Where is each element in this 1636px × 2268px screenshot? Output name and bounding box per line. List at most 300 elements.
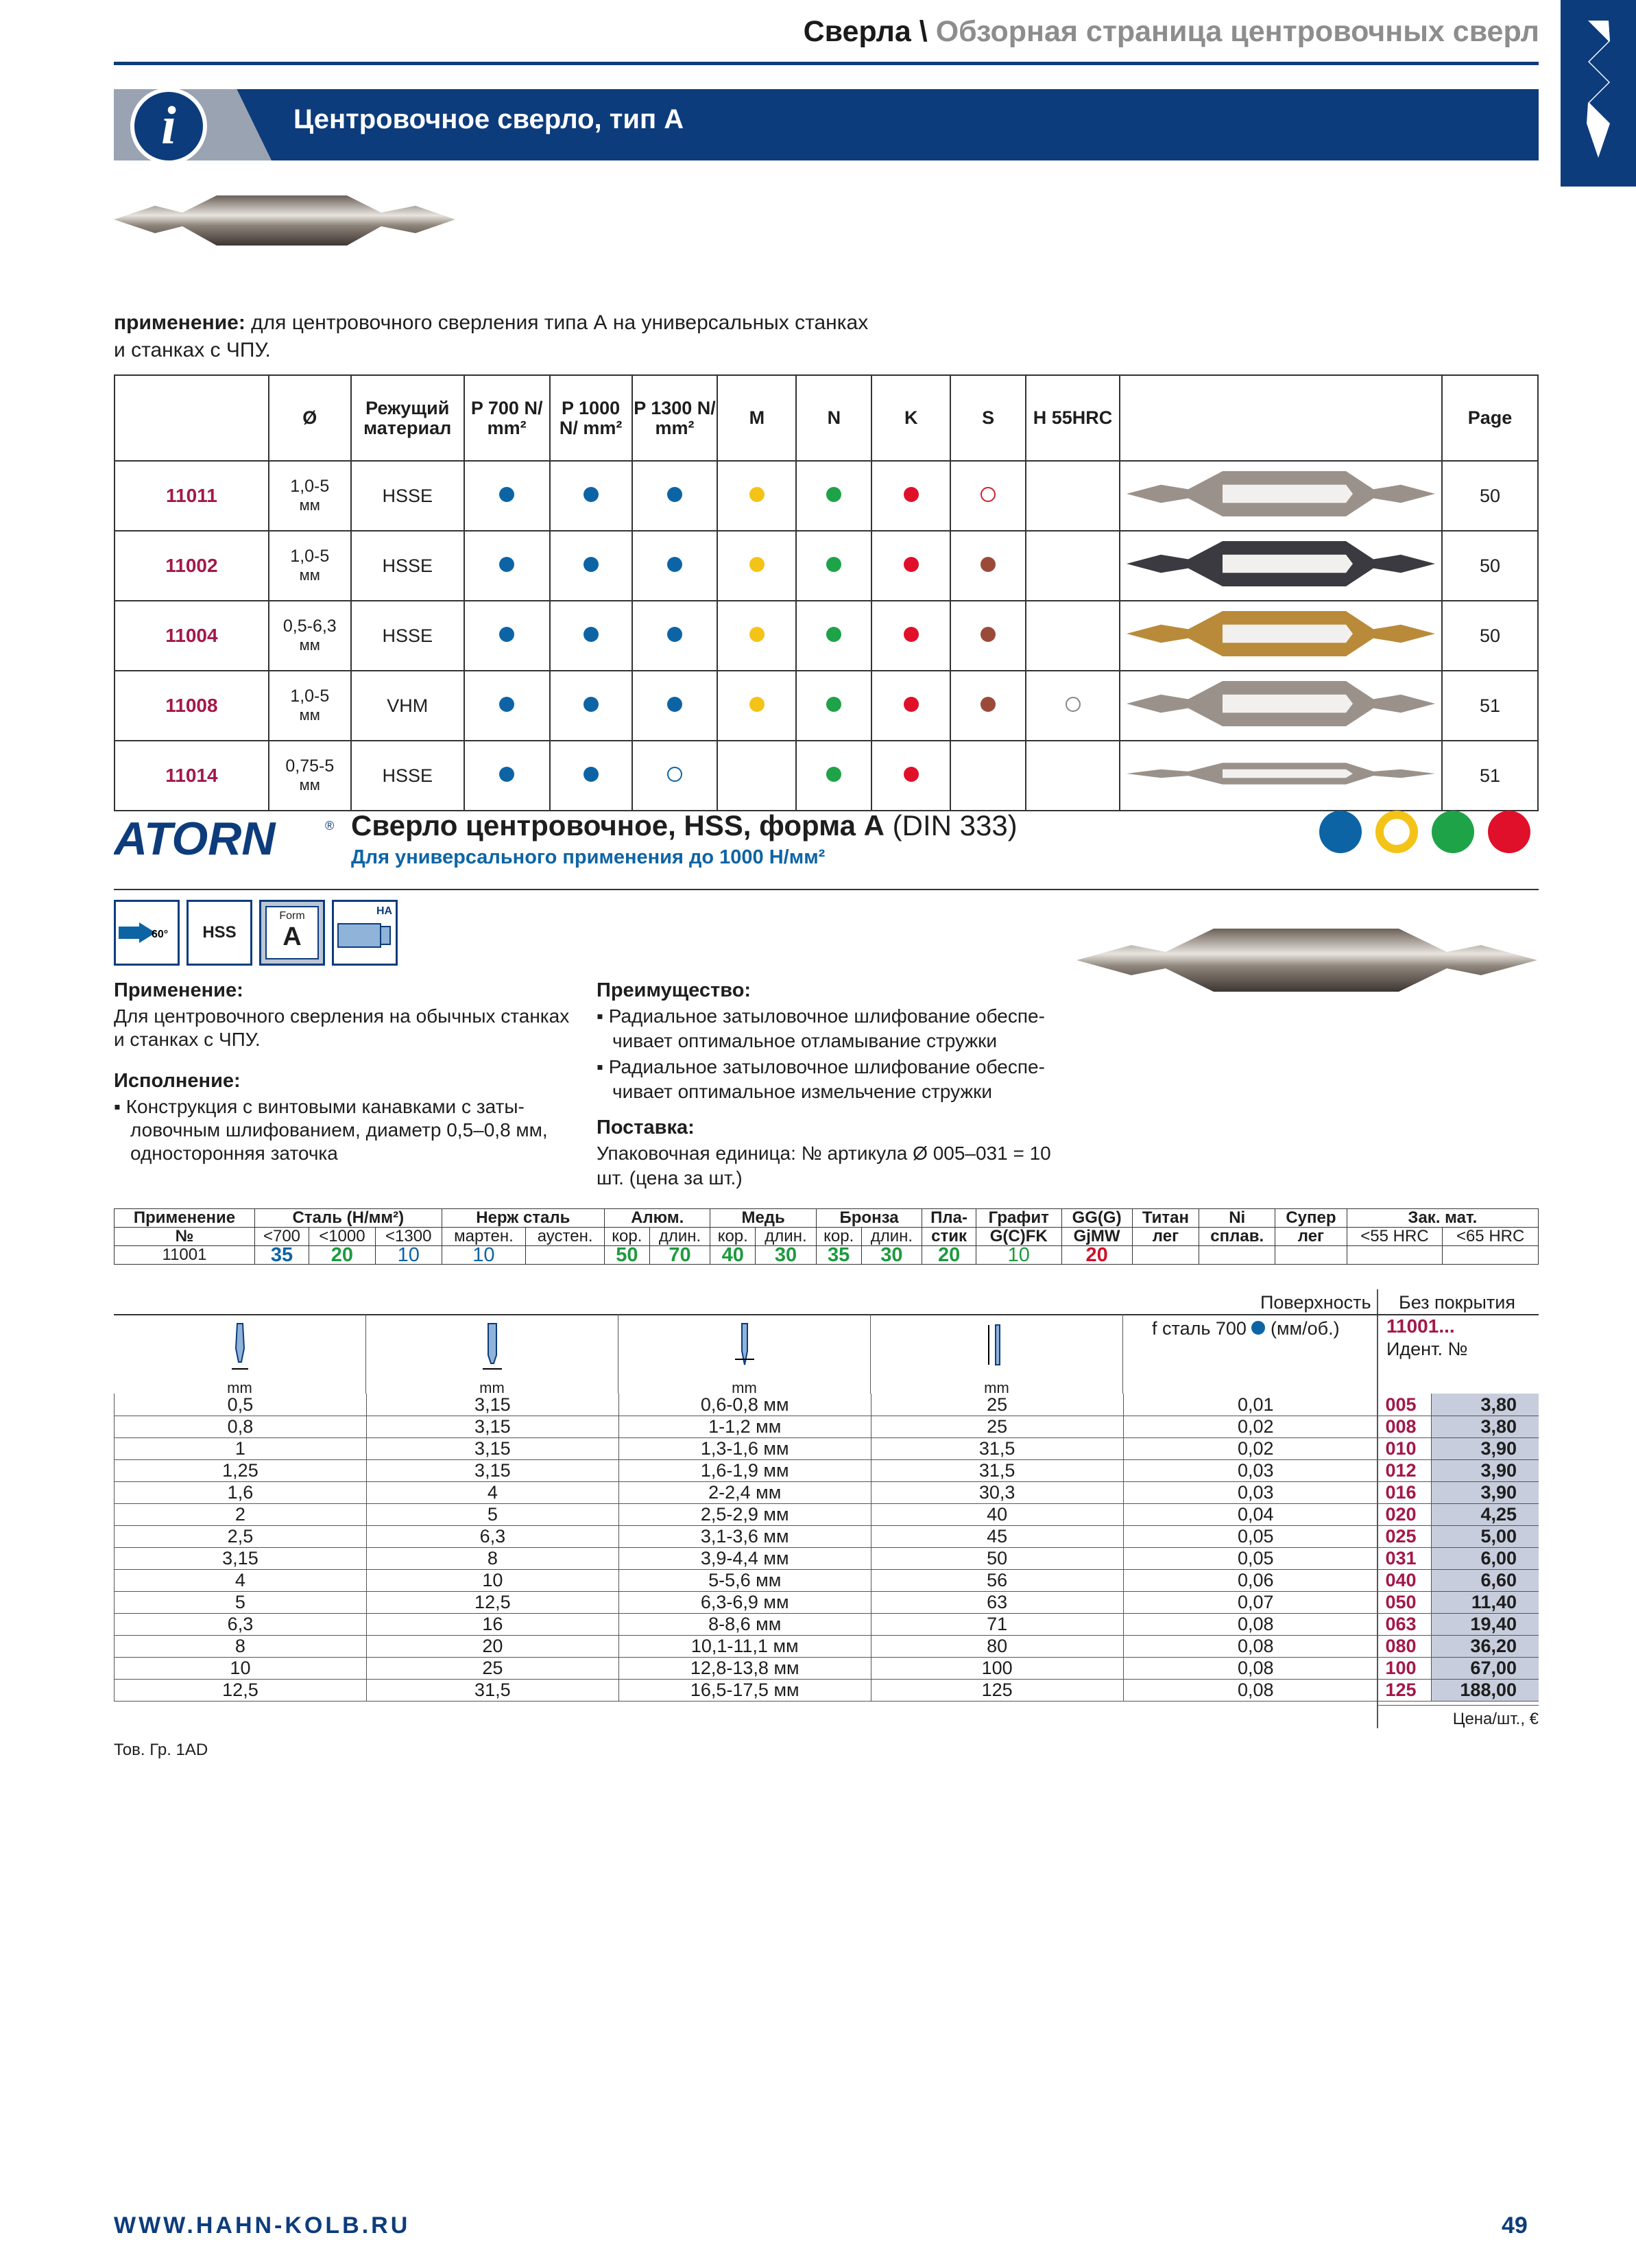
- cell-bore: 3,1-3,6 мм: [618, 1525, 871, 1547]
- diameter-range: 1,0-5 мм: [269, 461, 351, 531]
- drill-icon: [1561, 14, 1636, 171]
- suitability-cell: [950, 671, 1026, 741]
- cell-ident-code[interactable]: 031: [1377, 1547, 1432, 1569]
- overview-header-row: [115, 375, 1538, 461]
- suitability-dot-icon: [981, 697, 996, 712]
- cell-feed: 0,06: [1123, 1569, 1377, 1591]
- suitability-dot-icon: [749, 557, 765, 572]
- cell-d1: 8: [115, 1635, 367, 1657]
- overview-row[interactable]: [115, 741, 1538, 811]
- sub-header: кор.: [816, 1228, 861, 1246]
- table-row[interactable]: [115, 1657, 1539, 1679]
- cell-length: 25: [871, 1416, 1123, 1437]
- col-header: Титан: [1132, 1209, 1199, 1228]
- cell-bore: 12,8-13,8 мм: [618, 1657, 871, 1679]
- suitability-cell: [632, 461, 718, 531]
- suitability-dot-icon: [667, 627, 682, 642]
- cell-price: 3,90: [1432, 1481, 1539, 1503]
- unit-label: mm: [227, 1379, 252, 1396]
- col-header: Супер: [1275, 1209, 1347, 1228]
- suitability-dot-icon: [749, 627, 765, 642]
- suitability-cell: [1026, 741, 1120, 811]
- suitability-cell: [950, 741, 1026, 811]
- execution-text: односторонняя заточка: [130, 1143, 338, 1164]
- suitability-dot-icon: [749, 487, 765, 502]
- suitability-dot-icon: [499, 487, 514, 502]
- drill-thumbnail: [1120, 461, 1442, 531]
- execution-text: ловочным шлифованием, диаметр 0,5–0,8 мм,: [130, 1119, 548, 1141]
- cell-feed: 0,01: [1123, 1394, 1377, 1416]
- header-rule: [114, 62, 1539, 65]
- material-dot-blue: [1319, 811, 1362, 853]
- col-header: H 55HRC: [1026, 375, 1120, 461]
- cell-length: 100: [871, 1657, 1123, 1679]
- cell-price: 3,90: [1432, 1437, 1539, 1459]
- cell-d2: 12,5: [366, 1591, 618, 1613]
- cell-d1: 2: [115, 1503, 367, 1525]
- col-header: Зак. мат.: [1347, 1209, 1538, 1228]
- cell-length: 30,3: [871, 1481, 1123, 1503]
- cell-d2: 3,15: [366, 1416, 618, 1437]
- suitability-dot-icon: [904, 767, 919, 782]
- cell-feed: 0,08: [1123, 1613, 1377, 1635]
- shank-diameter-icon: [479, 1321, 506, 1376]
- cell-feed: 0,03: [1123, 1481, 1377, 1503]
- col-header: Алюм.: [604, 1209, 710, 1228]
- cell-d2: 16: [366, 1613, 618, 1635]
- sub-header: кор.: [710, 1228, 756, 1246]
- sub-header: длин.: [861, 1228, 922, 1246]
- article-code[interactable]: 11011: [115, 461, 269, 531]
- cell-feed: 0,08: [1123, 1657, 1377, 1679]
- suitability-cell: [632, 531, 718, 601]
- ha-shank-icon: [332, 900, 398, 966]
- sub-header: <1300: [375, 1228, 442, 1246]
- cell-d2: 25: [366, 1657, 618, 1679]
- suitability-dot-icon: [667, 697, 682, 712]
- product-drill-image: [1076, 919, 1539, 1001]
- col-header: Применение: [115, 1209, 255, 1228]
- speed-header-2: [115, 1228, 1539, 1246]
- cell-d1: 6,3: [115, 1613, 367, 1635]
- cell-bore: 1,6-1,9 мм: [618, 1459, 871, 1481]
- suitability-dot-icon: [981, 487, 996, 502]
- suitability-dot-icon: [904, 557, 919, 572]
- suitability-dot-icon: [584, 487, 599, 502]
- unit-label: mm: [984, 1379, 1009, 1396]
- product-subtitle: Для универсального применения до 1000 Н/мм²: [351, 846, 826, 868]
- center-bore-icon: [731, 1321, 758, 1376]
- chapter-tab[interactable]: [1561, 0, 1636, 187]
- suitability-cell: [871, 671, 950, 741]
- cell-feed: 0,02: [1123, 1437, 1377, 1459]
- material-dot-green: [1432, 811, 1474, 853]
- col-header: Графит: [976, 1209, 1061, 1228]
- form-a-icon: [259, 900, 325, 966]
- suitability-cell: [871, 741, 950, 811]
- cell-ident-code[interactable]: 025: [1377, 1525, 1432, 1547]
- cell-bore: 16,5-17,5 мм: [618, 1679, 871, 1701]
- application-text: Для центровочного сверления на обычных станках: [114, 1005, 570, 1027]
- suitability-cell: [550, 531, 632, 601]
- table-row[interactable]: [115, 1459, 1539, 1481]
- cell-price: 5,00: [1432, 1525, 1539, 1547]
- cell-d2: 5: [366, 1503, 618, 1525]
- col-length-header: [871, 1314, 1123, 1394]
- diameter-range: 0,5-6,3 мм: [269, 601, 351, 671]
- col-d1-header: [114, 1314, 366, 1394]
- sub-header: <1000: [309, 1228, 375, 1246]
- cell-d2: 3,15: [366, 1437, 618, 1459]
- suitability-dot-icon: [584, 767, 599, 782]
- overview-table: [114, 374, 1539, 811]
- col-header: M: [717, 375, 796, 461]
- page-ref[interactable]: 50: [1442, 531, 1538, 601]
- suitability-dot-icon: [904, 487, 919, 502]
- page-ref[interactable]: 51: [1442, 671, 1538, 741]
- speed-value: 50: [604, 1246, 649, 1265]
- cell-bore: 3,9-4,4 мм: [618, 1547, 871, 1569]
- cell-d2: 3,15: [366, 1459, 618, 1481]
- suitability-cell: [464, 741, 550, 811]
- cell-d1: 1: [115, 1437, 367, 1459]
- supply-text: шт. (цена за шт.): [597, 1167, 743, 1189]
- speed-value: 40: [710, 1246, 756, 1265]
- suitability-dot-icon: [584, 627, 599, 642]
- cell-feed: 0,05: [1123, 1547, 1377, 1569]
- unit-label: mm: [479, 1379, 505, 1396]
- suitability-dot-icon: [584, 557, 599, 572]
- price-label: Цена/шт., €: [1377, 1705, 1539, 1729]
- cell-ident-code[interactable]: 063: [1377, 1613, 1432, 1635]
- suitability-dot-icon: [499, 557, 514, 572]
- cell-length: 40: [871, 1503, 1123, 1525]
- advantage-text: чивает оптимальное измельчение стружки: [612, 1081, 992, 1102]
- suitability-cell: [950, 531, 1026, 601]
- suitability-cell: [632, 601, 718, 671]
- cell-d1: 10: [115, 1657, 367, 1679]
- sub-header: лег: [1275, 1228, 1347, 1246]
- speed-value: 30: [861, 1246, 922, 1265]
- advantage-text: ▪ Радиальное затыловочное шлифование обеспе-: [597, 1005, 1045, 1027]
- surface-label: Поверхность: [1260, 1292, 1371, 1313]
- speed-value: 10: [375, 1246, 442, 1265]
- cell-d1: 5: [115, 1591, 367, 1613]
- suitability-dot-icon: [499, 767, 514, 782]
- cell-ident-code[interactable]: 010: [1377, 1437, 1432, 1459]
- table-row[interactable]: [115, 1437, 1539, 1459]
- cell-d1: 0,8: [115, 1416, 367, 1437]
- diameter-range: 1,0-5 мм: [269, 671, 351, 741]
- col-header: [1120, 375, 1442, 461]
- col-header: P 700 N/ mm²: [464, 375, 550, 461]
- drill-thumbnail: [1120, 671, 1442, 741]
- cell-ident-code[interactable]: 012: [1377, 1459, 1432, 1481]
- suitability-cell: [1026, 671, 1120, 741]
- drill-diameter-icon: [226, 1321, 254, 1376]
- svg-text:ATORN: ATORN: [114, 813, 276, 863]
- sub-header: GjMW: [1061, 1228, 1132, 1246]
- table-row[interactable]: [115, 1481, 1539, 1503]
- col-header: Ø: [269, 375, 351, 461]
- suitability-dot-icon: [499, 697, 514, 712]
- page-ref[interactable]: 50: [1442, 461, 1538, 531]
- suitability-cell: [550, 671, 632, 741]
- svg-text:®: ®: [325, 819, 335, 833]
- angle-60-icon: [114, 900, 180, 966]
- suitability-dot-icon: [667, 557, 682, 572]
- col-header: Бронза: [816, 1209, 922, 1228]
- col-header: P 1000 N/ mm²: [550, 375, 632, 461]
- page-number: 49: [1502, 2212, 1528, 2239]
- cell-ident-code[interactable]: 016: [1377, 1481, 1432, 1503]
- advantage-text: чивает оптимальное отламывание стружки: [612, 1030, 997, 1051]
- table-row[interactable]: [115, 1569, 1539, 1591]
- suitability-cell: [717, 601, 796, 671]
- suitability-cell: [550, 461, 632, 531]
- sub-header: <65 HRC: [1443, 1228, 1539, 1246]
- page-ref[interactable]: 51: [1442, 741, 1538, 811]
- cell-price: 11,40: [1432, 1591, 1539, 1613]
- suitability-cell: [796, 601, 871, 671]
- suitability-cell: [717, 741, 796, 811]
- cell-price: 6,60: [1432, 1569, 1539, 1591]
- table-row[interactable]: [115, 1416, 1539, 1437]
- cell-feed: 0,03: [1123, 1459, 1377, 1481]
- cell-length: 25: [871, 1394, 1123, 1416]
- cell-ident-code[interactable]: 100: [1377, 1657, 1432, 1679]
- table-row[interactable]: [115, 1679, 1539, 1701]
- sub-header: G(C)FK: [976, 1228, 1061, 1246]
- cell-feed: 0,08: [1123, 1635, 1377, 1657]
- cell-length: 63: [871, 1591, 1123, 1613]
- sub-header: кор.: [604, 1228, 649, 1246]
- cell-price: 3,80: [1432, 1416, 1539, 1437]
- col-header: Режущий материал: [351, 375, 464, 461]
- divider: [114, 889, 1539, 890]
- col-header: [115, 375, 269, 461]
- cell-bore: 2,5-2,9 мм: [618, 1503, 871, 1525]
- suitability-dot-icon: [826, 627, 841, 642]
- cell-d2: 6,3: [366, 1525, 618, 1547]
- suitability-cell: [950, 601, 1026, 671]
- product-title: Сверло центровочное, HSS, форма А (DIN 333): [351, 809, 1018, 841]
- cell-price: 3,80: [1432, 1394, 1539, 1416]
- execution-heading: Исполнение:: [114, 1070, 241, 1092]
- article-code[interactable]: 11004: [115, 601, 269, 671]
- cell-ident-code[interactable]: 005: [1377, 1394, 1432, 1416]
- speed-value: [1443, 1246, 1539, 1265]
- table-row[interactable]: [115, 1635, 1539, 1657]
- speed-value: 20: [1061, 1246, 1132, 1265]
- cell-ident-code[interactable]: 008: [1377, 1416, 1432, 1437]
- article-code[interactable]: 11008: [115, 671, 269, 741]
- suitability-cell: [717, 671, 796, 741]
- cell-length: 80: [871, 1635, 1123, 1657]
- form-label: Form: [279, 910, 305, 922]
- cell-ident-code[interactable]: 050: [1377, 1591, 1432, 1613]
- dimensions-table: [114, 1394, 1539, 1702]
- cell-bore: 2-2,4 мм: [618, 1481, 871, 1503]
- drill-thumbnail: [1120, 741, 1442, 811]
- cell-d2: 20: [366, 1635, 618, 1657]
- table-row[interactable]: [115, 1503, 1539, 1525]
- drill-thumbnail: [1120, 601, 1442, 671]
- suitability-dot-icon: [826, 767, 841, 782]
- cell-ident-code[interactable]: 020: [1377, 1503, 1432, 1525]
- cell-d1: 0,5: [115, 1394, 367, 1416]
- sub-header: №: [115, 1228, 255, 1246]
- overview-row[interactable]: [115, 461, 1538, 531]
- article-code[interactable]: 11002: [115, 531, 269, 601]
- cutting-material: HSSE: [351, 531, 464, 601]
- suitability-cell: [464, 531, 550, 601]
- cell-d1: 1,25: [115, 1459, 367, 1481]
- sub-header: <700: [255, 1228, 309, 1246]
- cell-d2: 8: [366, 1547, 618, 1569]
- cell-bore: 1,3-1,6 мм: [618, 1437, 871, 1459]
- suitability-cell: [796, 531, 871, 601]
- suitability-cell: [871, 531, 950, 601]
- speed-values-row: [115, 1246, 1539, 1265]
- cell-feed: 0,04: [1123, 1503, 1377, 1525]
- cell-feed: 0,07: [1123, 1591, 1377, 1613]
- col-header: Page: [1442, 375, 1538, 461]
- suitability-cell: [632, 741, 718, 811]
- cutting-material: VHM: [351, 671, 464, 741]
- intro-line-1: применение: для центровочного сверления типа А на универсальных станках: [114, 311, 869, 334]
- cell-price: 4,25: [1432, 1503, 1539, 1525]
- page-ref[interactable]: 50: [1442, 601, 1538, 671]
- cutting-application-table: [114, 1208, 1539, 1265]
- speed-value: 20: [309, 1246, 375, 1265]
- col-header: N: [796, 375, 871, 461]
- sub-header: длин.: [649, 1228, 710, 1246]
- speed-value: [1275, 1246, 1347, 1265]
- cell-feed: 0,08: [1123, 1679, 1377, 1701]
- suitability-cell: [950, 461, 1026, 531]
- cutting-material: HSSE: [351, 461, 464, 531]
- sub-header: аустен.: [526, 1228, 605, 1246]
- speed-value: [1347, 1246, 1443, 1265]
- speed-value: [526, 1246, 605, 1265]
- article-code[interactable]: 11014: [115, 741, 269, 811]
- suitability-cell: [1026, 531, 1120, 601]
- table-row[interactable]: [115, 1591, 1539, 1613]
- speed-value: [1132, 1246, 1199, 1265]
- suitability-cell: [871, 601, 950, 671]
- cell-length: 50: [871, 1547, 1123, 1569]
- speed-value: 10: [442, 1246, 526, 1265]
- page-header-title: Сверла \ Обзорная страница центровочных сверл: [803, 15, 1539, 48]
- cell-d2: 10: [366, 1569, 618, 1591]
- overview-row[interactable]: [115, 671, 1538, 741]
- info-icon: i: [130, 88, 207, 165]
- steel-dot-icon: [1251, 1321, 1265, 1335]
- suitability-dot-icon: [826, 557, 841, 572]
- suitability-cell: [1026, 461, 1120, 531]
- overview-row[interactable]: [115, 531, 1538, 601]
- diameter-range: 0,75-5 мм: [269, 741, 351, 811]
- advantage-heading: Преимущество:: [597, 979, 751, 1001]
- cell-bore: 5-5,6 мм: [618, 1569, 871, 1591]
- total-length-icon: [983, 1321, 1011, 1376]
- intro-line-2: и станках с ЧПУ.: [114, 339, 271, 361]
- suitability-cell: [717, 461, 796, 531]
- suitability-dot-icon: [667, 767, 682, 782]
- article-code: 11001...: [1386, 1315, 1455, 1337]
- cell-length: 125: [871, 1679, 1123, 1701]
- drill-thumbnail: [1120, 531, 1442, 601]
- col-header: Пла-: [922, 1209, 976, 1228]
- cell-ident-code[interactable]: 125: [1377, 1679, 1432, 1701]
- cell-price: 3,90: [1432, 1459, 1539, 1481]
- cell-bore: 8-8,6 мм: [618, 1613, 871, 1635]
- form-value: A: [282, 922, 302, 951]
- table-row[interactable]: [115, 1613, 1539, 1635]
- suitability-cell: [464, 601, 550, 671]
- speed-value: 30: [756, 1246, 817, 1265]
- suitability-dot-icon: [667, 487, 682, 502]
- table-row[interactable]: [115, 1547, 1539, 1569]
- material-dot-yellow: [1375, 811, 1418, 853]
- cell-ident-code[interactable]: 080: [1377, 1635, 1432, 1657]
- diameter-range: 1,0-5 мм: [269, 531, 351, 601]
- ident-label: Идент. №: [1386, 1339, 1468, 1359]
- col-header: GG(G): [1061, 1209, 1132, 1228]
- speed-value: [1199, 1246, 1275, 1265]
- cell-ident-code[interactable]: 040: [1377, 1569, 1432, 1591]
- suitability-cell: [1026, 601, 1120, 671]
- cell-length: 31,5: [871, 1437, 1123, 1459]
- col-header: K: [871, 375, 950, 461]
- suitability-cell: [796, 741, 871, 811]
- table-row[interactable]: [115, 1525, 1539, 1547]
- speed-value: 35: [816, 1246, 861, 1265]
- banner-title: Центровочное сверло, тип А: [293, 104, 684, 134]
- suitability-dot-icon: [904, 627, 919, 642]
- suitability-dot-icon: [904, 697, 919, 712]
- cutting-material: HSSE: [351, 601, 464, 671]
- cell-d1: 4: [115, 1569, 367, 1591]
- suitability-dot-icon: [499, 627, 514, 642]
- footer-website-link[interactable]: WWW.HAHN-KOLB.RU: [114, 2212, 411, 2239]
- suitability-dot-icon: [981, 557, 996, 572]
- cell-bore: 0,6-0,8 мм: [618, 1394, 871, 1416]
- cell-feed: 0,02: [1123, 1416, 1377, 1437]
- suitability-dot-icon: [826, 487, 841, 502]
- speed-value: 70: [649, 1246, 710, 1265]
- cell-bore: 6,3-6,9 мм: [618, 1591, 871, 1613]
- sub-header: сплав.: [1199, 1228, 1275, 1246]
- suitability-cell: [796, 671, 871, 741]
- table-row[interactable]: [115, 1394, 1539, 1416]
- supply-text: Упаковочная единица: № артикула Ø 005–031 = 10: [597, 1143, 1051, 1164]
- sub-header: стик: [922, 1228, 976, 1246]
- speed-value: 10: [976, 1246, 1061, 1265]
- speed-header-1: [115, 1209, 1539, 1228]
- cell-d1: 3,15: [115, 1547, 367, 1569]
- suitability-dot-icon: [1066, 697, 1081, 712]
- sub-header: длин.: [756, 1228, 817, 1246]
- suitability-dot-icon: [981, 627, 996, 642]
- suitability-dot-icon: [749, 697, 765, 712]
- overview-row[interactable]: [115, 601, 1538, 671]
- suitability-cell: [717, 531, 796, 601]
- execution-text: ▪ Конструкция с винтовыми канавками с заты-: [114, 1096, 525, 1117]
- sub-header: лег: [1132, 1228, 1199, 1246]
- atorn-logo: [114, 812, 340, 863]
